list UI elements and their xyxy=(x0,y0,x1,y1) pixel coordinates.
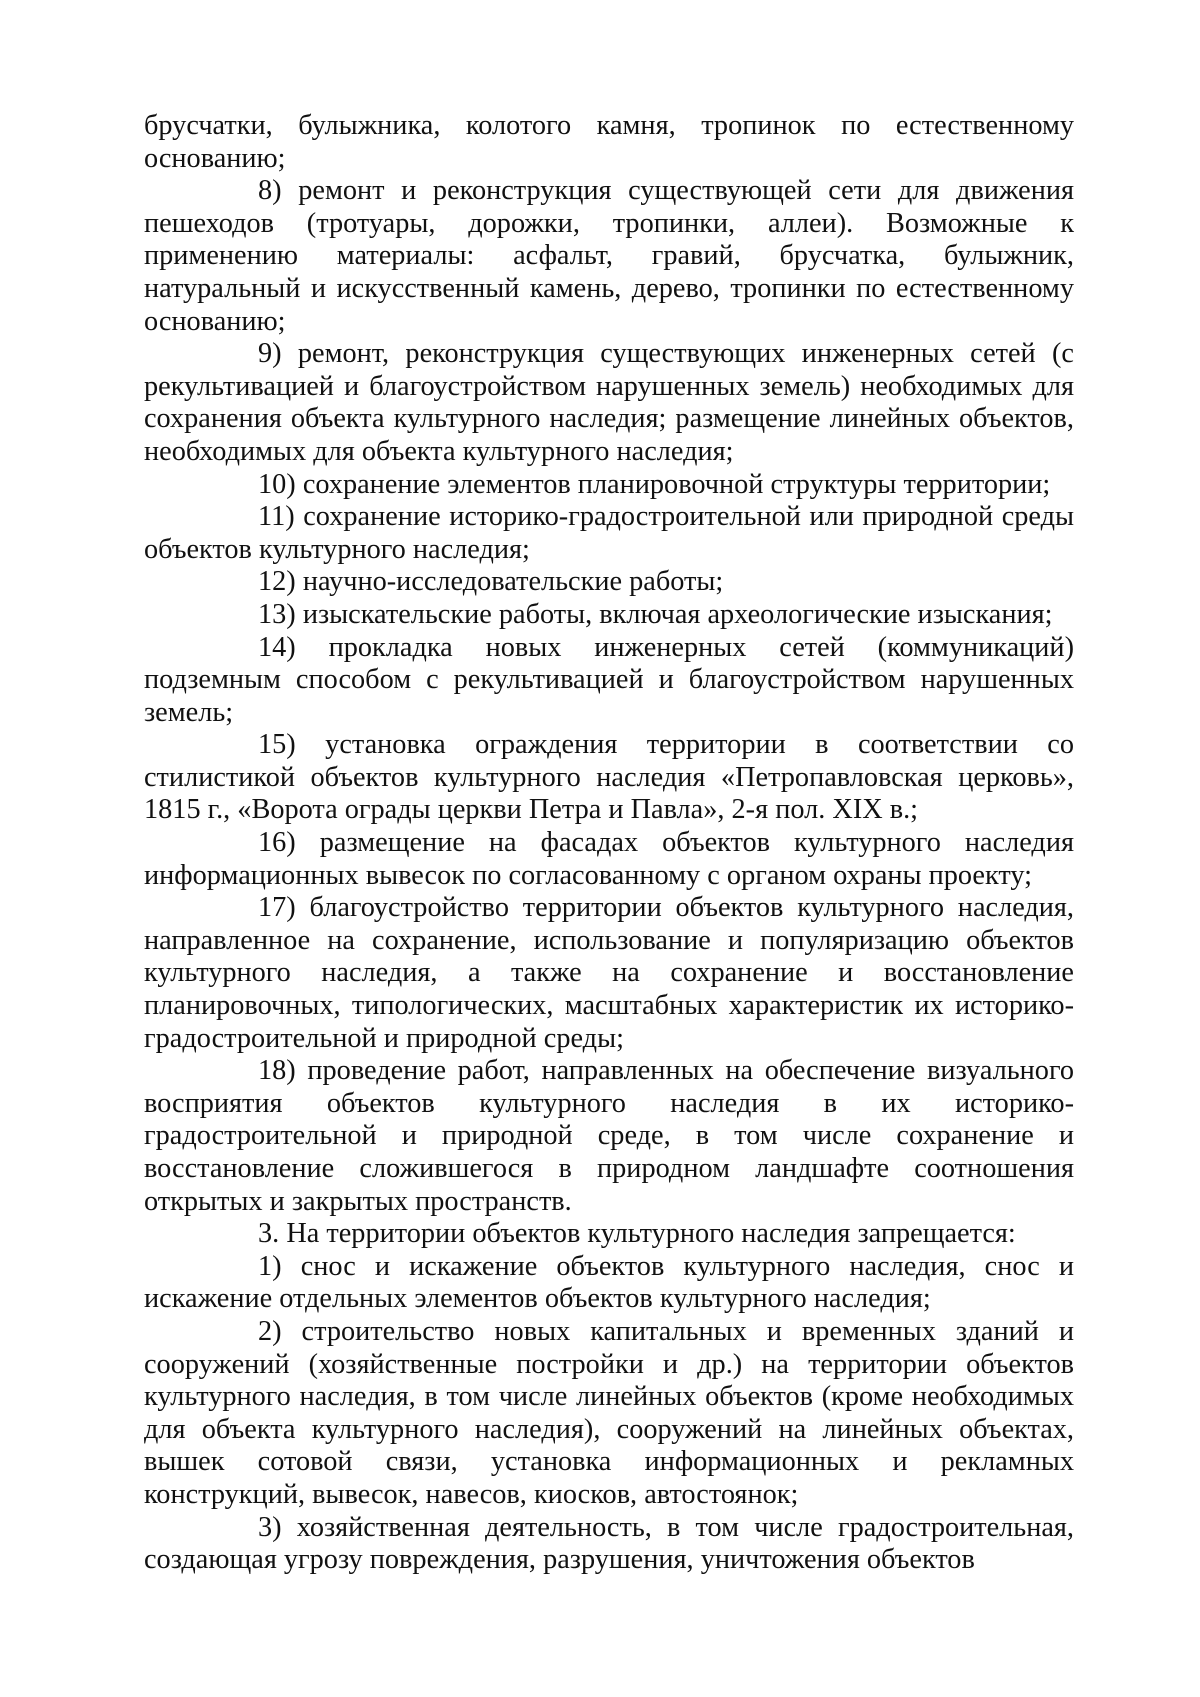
list-item-8 xyxy=(144,175,1074,338)
prohibition-item-1 xyxy=(144,1251,1074,1316)
list-item-9 xyxy=(144,338,1074,468)
item-text: благоустройство территории объектов культурного наследия, направленное на сохранение, использование и популяризацию объектов культурного наследия, а также на сохранение и восстановление планировочных, типологических, масштабных характеристик их историко-градостроительной и природной среды; xyxy=(144,892,1075,1054)
section-3-heading xyxy=(144,1218,1074,1251)
section-number: 3. xyxy=(258,1218,280,1250)
section-text: На территории объектов культурного наследия запрещается: xyxy=(286,1218,1016,1250)
item-number: 14) xyxy=(258,631,296,663)
item-number: 12) xyxy=(258,566,296,598)
list-item-14 xyxy=(144,632,1074,730)
item-text: размещение на фасадах объектов культурного наследия информационных вывесок по согласованному с органом охраны проекту; xyxy=(144,827,1074,891)
item-text: сохранение историко-градостроительной или природной среды объектов культурного наследия; xyxy=(144,501,1074,565)
item-text: строительство новых капитальных и временных зданий и сооружений (хозяйственные постройки и др.) на территории объектов культурного наследия, в том числе линейных объектов (кроме необходимых для объекта культурного наследия), сооружений на линейных объектах, вышек сотовой связи, установка информационных и рекламных конструкций, вывесок, навесов, киосков, автостоянок; xyxy=(144,1315,1075,1510)
list-item-12 xyxy=(144,566,1074,599)
item-text: ремонт, реконструкция существующих инженерных сетей (с рекультивацией и благоустройством нарушенных земель) необходимых для сохранения объекта культурного наследия; размещение линейных объектов, необходимых для объекта культурного наследия; xyxy=(144,338,1074,467)
item-text: сохранение элементов планировочной структуры территории; xyxy=(302,468,1051,500)
item-number: 2) xyxy=(258,1315,282,1347)
list-item-10 xyxy=(144,469,1074,502)
item-number: 17) xyxy=(258,892,296,924)
item-number: 10) xyxy=(258,468,296,500)
item-number: 18) xyxy=(258,1055,296,1087)
list-item-17 xyxy=(144,892,1074,1055)
item-text: снос и искажение объектов культурного наследия, снос и искажение отдельных элементов объектов культурного наследия; xyxy=(144,1250,1074,1315)
list-item-18 xyxy=(144,1055,1074,1218)
item-text: прокладка новых инженерных сетей (коммуникаций) подземным способом с рекультивацией и благоустройством нарушенных земель; xyxy=(144,631,1074,728)
item-number: 15) xyxy=(258,729,296,761)
item-number: 1) xyxy=(258,1250,282,1282)
item-text: изыскательские работы, включая археологические изыскания; xyxy=(302,598,1053,630)
item-number: 11) xyxy=(258,501,295,533)
list-item-11 xyxy=(144,501,1074,566)
prohibition-item-2 xyxy=(144,1316,1074,1512)
document-page xyxy=(144,110,1074,1577)
item-text: ремонт и реконструкция существующей сети для движения пешеходов (тротуары, дорожки, тропинки, аллеи). Возможные к применению материалы: асфальт, гравий, брусчатка, булыжник, натуральный и искусственный камень, дерево, тропинки по естественному основанию; xyxy=(144,175,1075,337)
item-text: научно-исследовательские работы; xyxy=(302,566,724,598)
list-item-13 xyxy=(144,599,1074,632)
item-number: 9) xyxy=(258,338,282,370)
list-item-16 xyxy=(144,827,1074,892)
paragraph-text: брусчатки, булыжника, колотого камня, тропинок по естественному основанию; xyxy=(144,110,1074,174)
item-text: проведение работ, направленных на обеспечение визуального восприятия объектов культурного наследия в их историко-градостроительной и природной среде, в том числе сохранение и восстановление сложившегося в природном ландшафте соотношения открытых и закрытых пространств. xyxy=(144,1055,1075,1217)
item-number: 13) xyxy=(258,598,296,630)
item-text: установка ограждения территории в соответствии со стилистикой объектов культурного наследия «Петропавловская церковь», 1815 г., «Ворота ограды церкви Петра и Павла», 2-я пол. XIX в.; xyxy=(144,729,1074,826)
prohibition-item-3 xyxy=(144,1512,1074,1577)
paragraph-continuation xyxy=(144,110,1074,175)
item-number: 8) xyxy=(258,175,282,207)
list-item-15 xyxy=(144,729,1074,827)
item-number: 3) xyxy=(258,1511,282,1543)
item-number: 16) xyxy=(258,827,296,859)
item-text: хозяйственная деятельность, в том числе градостроительная, создающая угрозу повреждения, разрушения, уничтожения объектов xyxy=(144,1511,1075,1576)
